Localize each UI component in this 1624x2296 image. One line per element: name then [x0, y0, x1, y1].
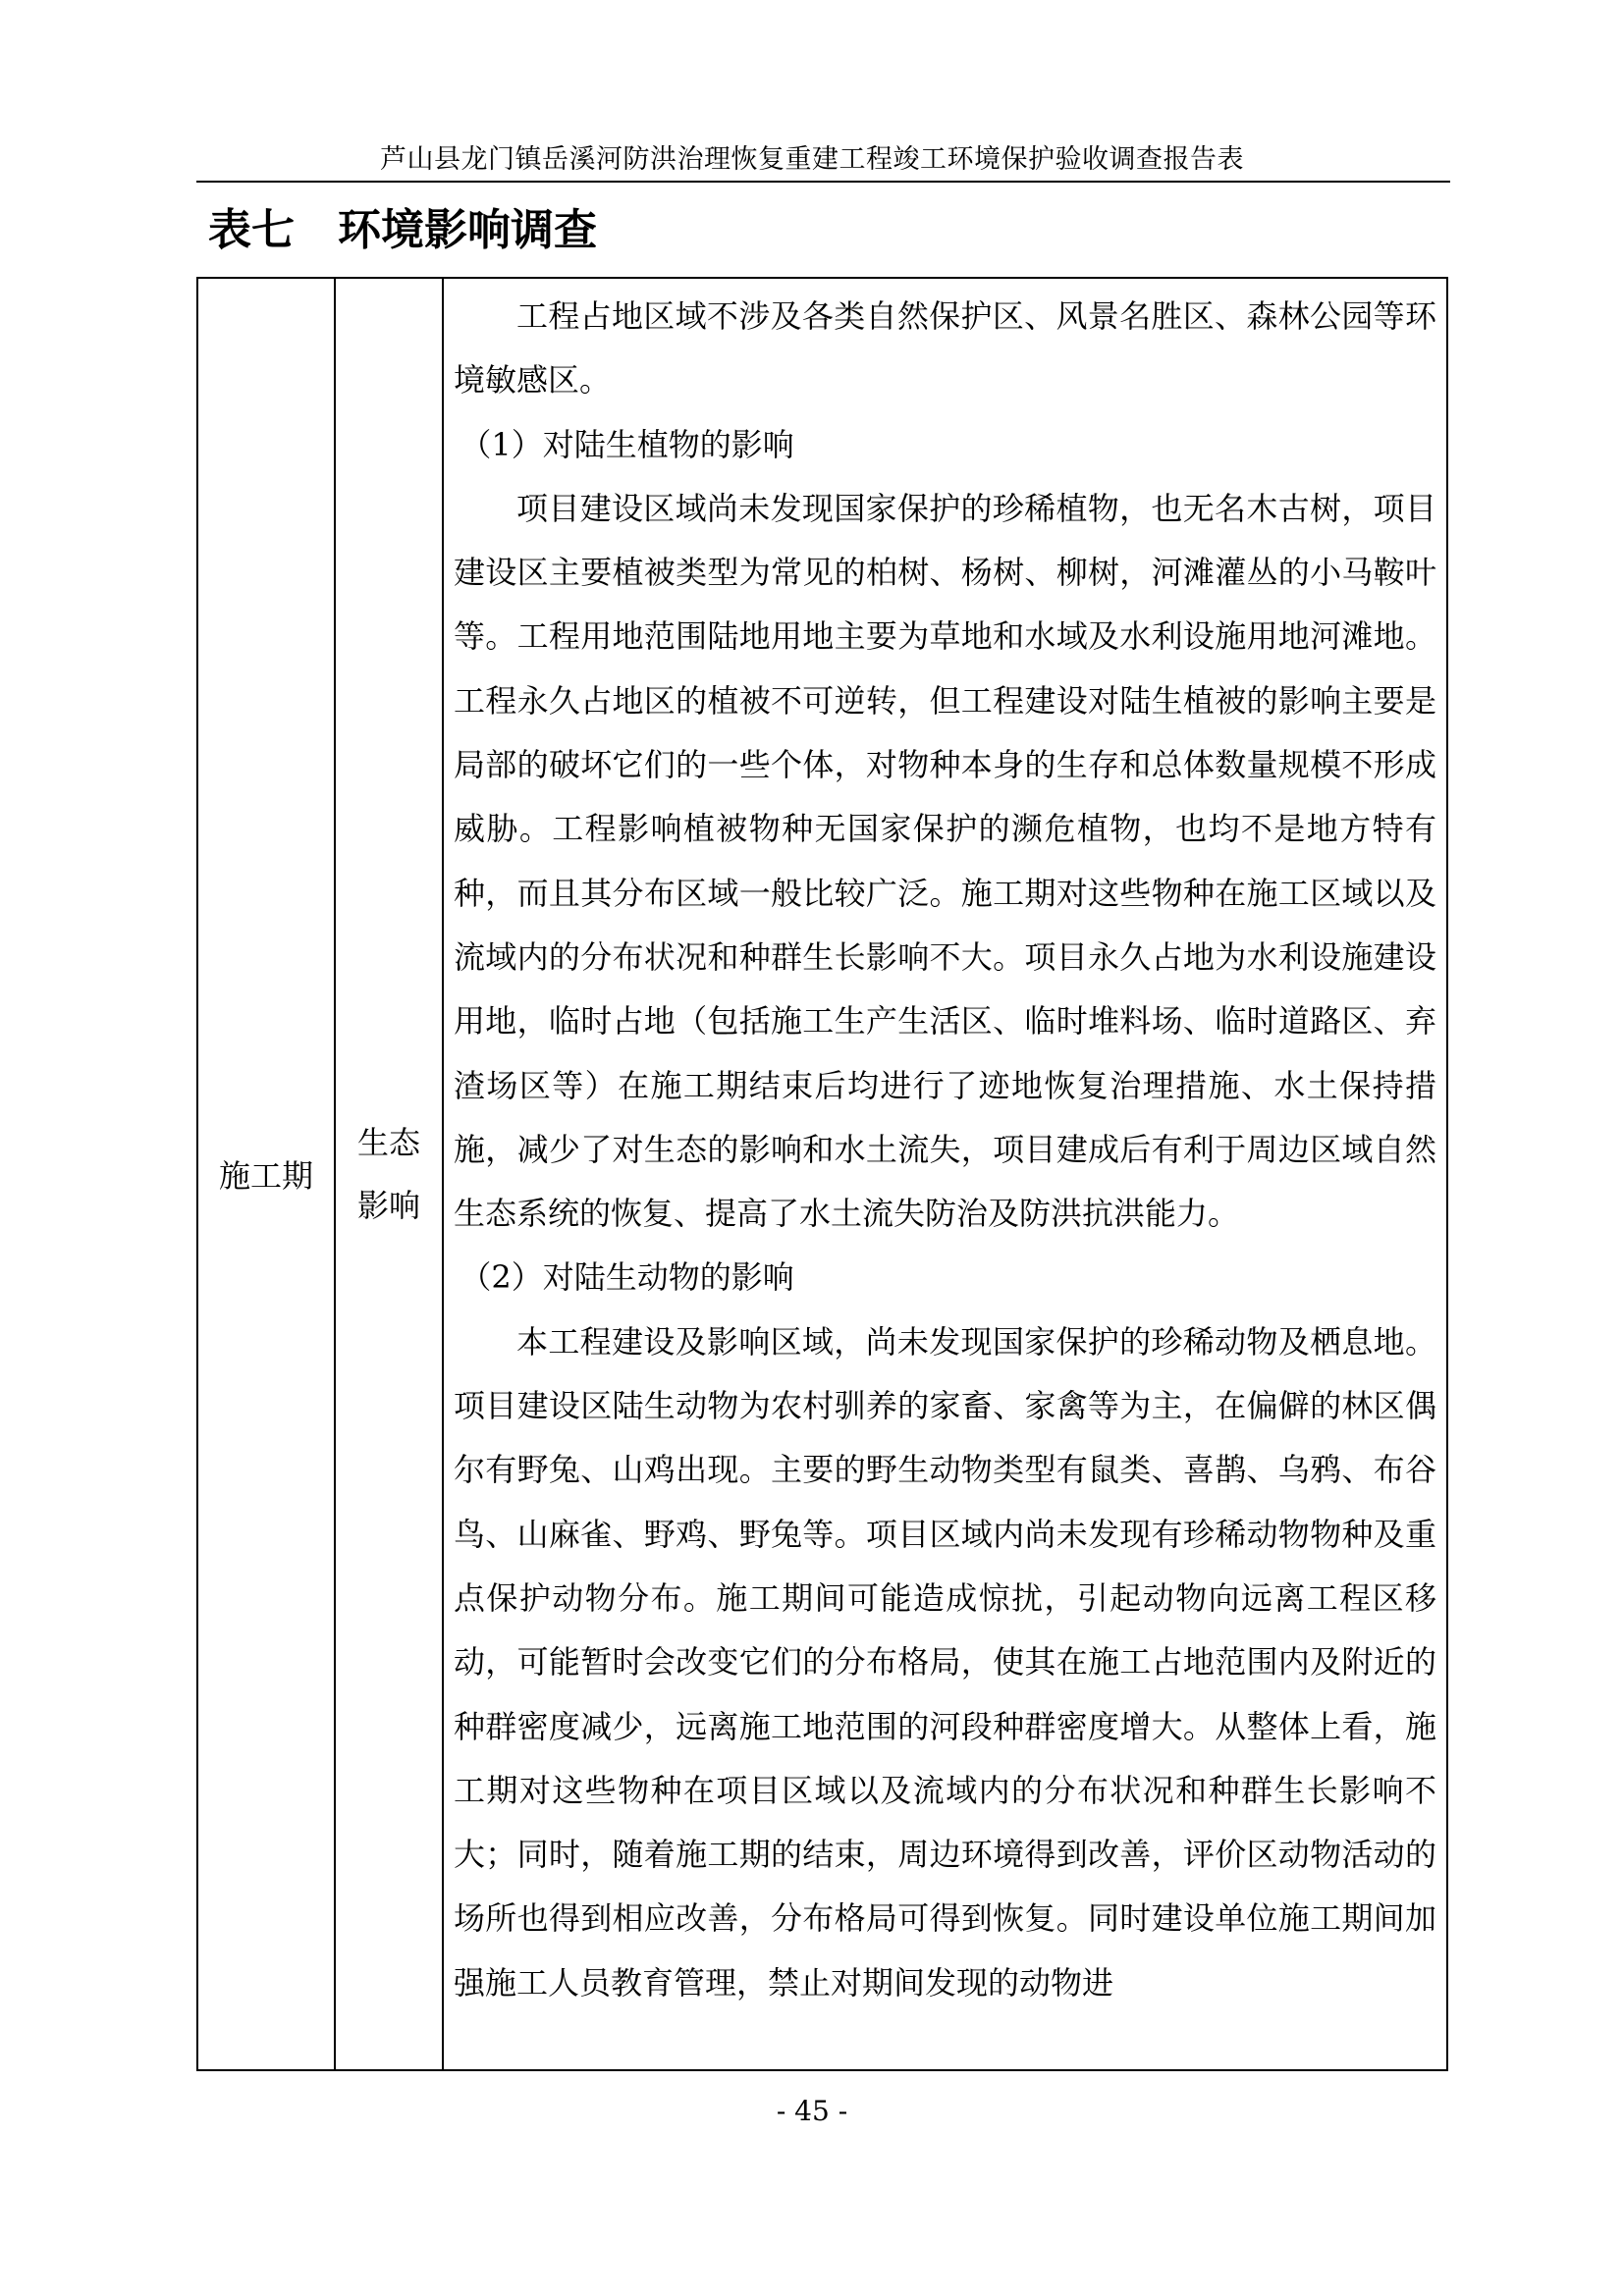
header-rule — [196, 181, 1450, 183]
page-number: - 45 - — [776, 2095, 848, 2127]
document-header: 芦山县龙门镇岳溪河防洪治理恢复重建工程竣工环境保护验收调查报告表 — [380, 144, 1244, 175]
period-label: 施工期 — [218, 1157, 313, 1195]
section-title: 表七 环境影响调查 — [208, 205, 597, 255]
paragraph-animals: 本工程建设及影响区域，尚未发现国家保护的珍稀动物及栖息地。项目建设区陆生动物为农村驯养的家畜、家禽等为主，在偏僻的林区偶尔有野兔、山鸡出现。主要的野生动物类型有鼠类、喜鹊、乌鸦、布谷鸟、山麻雀、野鸡、野兔等。项目区域内尚未发现有珍稀动物物种及重点保护动物分布。施工期间可能造成惊扰，引起动物向远离工程区移动，可能暂时会改变它们的分布格局，使其在施工占地范围内及附近的种群密度减少，远离施工地范围的河段种群密度增大。从整体上看，施工期对这些物种在项目区域以及流域内的分布状况和种群生长影响不大；同时，随着施工期的结束，周边环境得到改善，评价区动物活动的场所也得到相应改善，分布格局可得到恢复。同时建设单位施工期间加强施工人员教育管理，禁止对期间发现的动物进 — [454, 1322, 1436, 2002]
paragraph-intro: 工程占地区域不涉及各类自然保护区、风景名胜区、森林公园等环境敏感区。 — [454, 297, 1436, 400]
content-cell — [443, 278, 1447, 2070]
category-label-line2: 影响 — [356, 1187, 420, 1224]
content-body — [444, 279, 1446, 2015]
subheading-animals: （2）对陆生动物的影响 — [460, 1258, 794, 1297]
subheading-plants: （1）对陆生植物的影响 — [460, 425, 794, 463]
category-cell — [335, 278, 443, 2070]
table-row — [197, 278, 1447, 2070]
paragraph-plants: 项目建设区域尚未发现国家保护的珍稀植物，也无名木古树，项目建设区主要植被类型为常见的柏树、杨树、柳树，河滩灌丛的小马鞍叶等。工程用地范围陆地用地主要为草地和水域及水利设施用地河滩地。工程永久占地区的植被不可逆转，但工程建设对陆生植被的影响主要是局部的破坏它们的一些个体，对物种本身的生存和总体数量规模不形成威胁。工程影响植被物种无国家保护的濒危植物，也均不是地方特有种，而且其分布区域一般比较广泛。施工期对这些物种在施工区域以及流域内的分布状况和种群生长影响不大。项目永久占地为水利设施建设用地，临时占地（包括施工生产生活区、临时堆料场、临时道路区、弃渣场区等）在施工期结束后均进行了迹地恢复治理措施、水土保持措施，减少了对生态的影响和水土流失，项目建成后有利于周边区域自然生态系统的恢复、提高了水土流失防治及防洪抗洪能力。 — [454, 489, 1436, 1233]
category-label-line1: 生态 — [356, 1124, 420, 1161]
period-cell — [197, 278, 335, 2070]
impact-table — [196, 277, 1448, 2071]
